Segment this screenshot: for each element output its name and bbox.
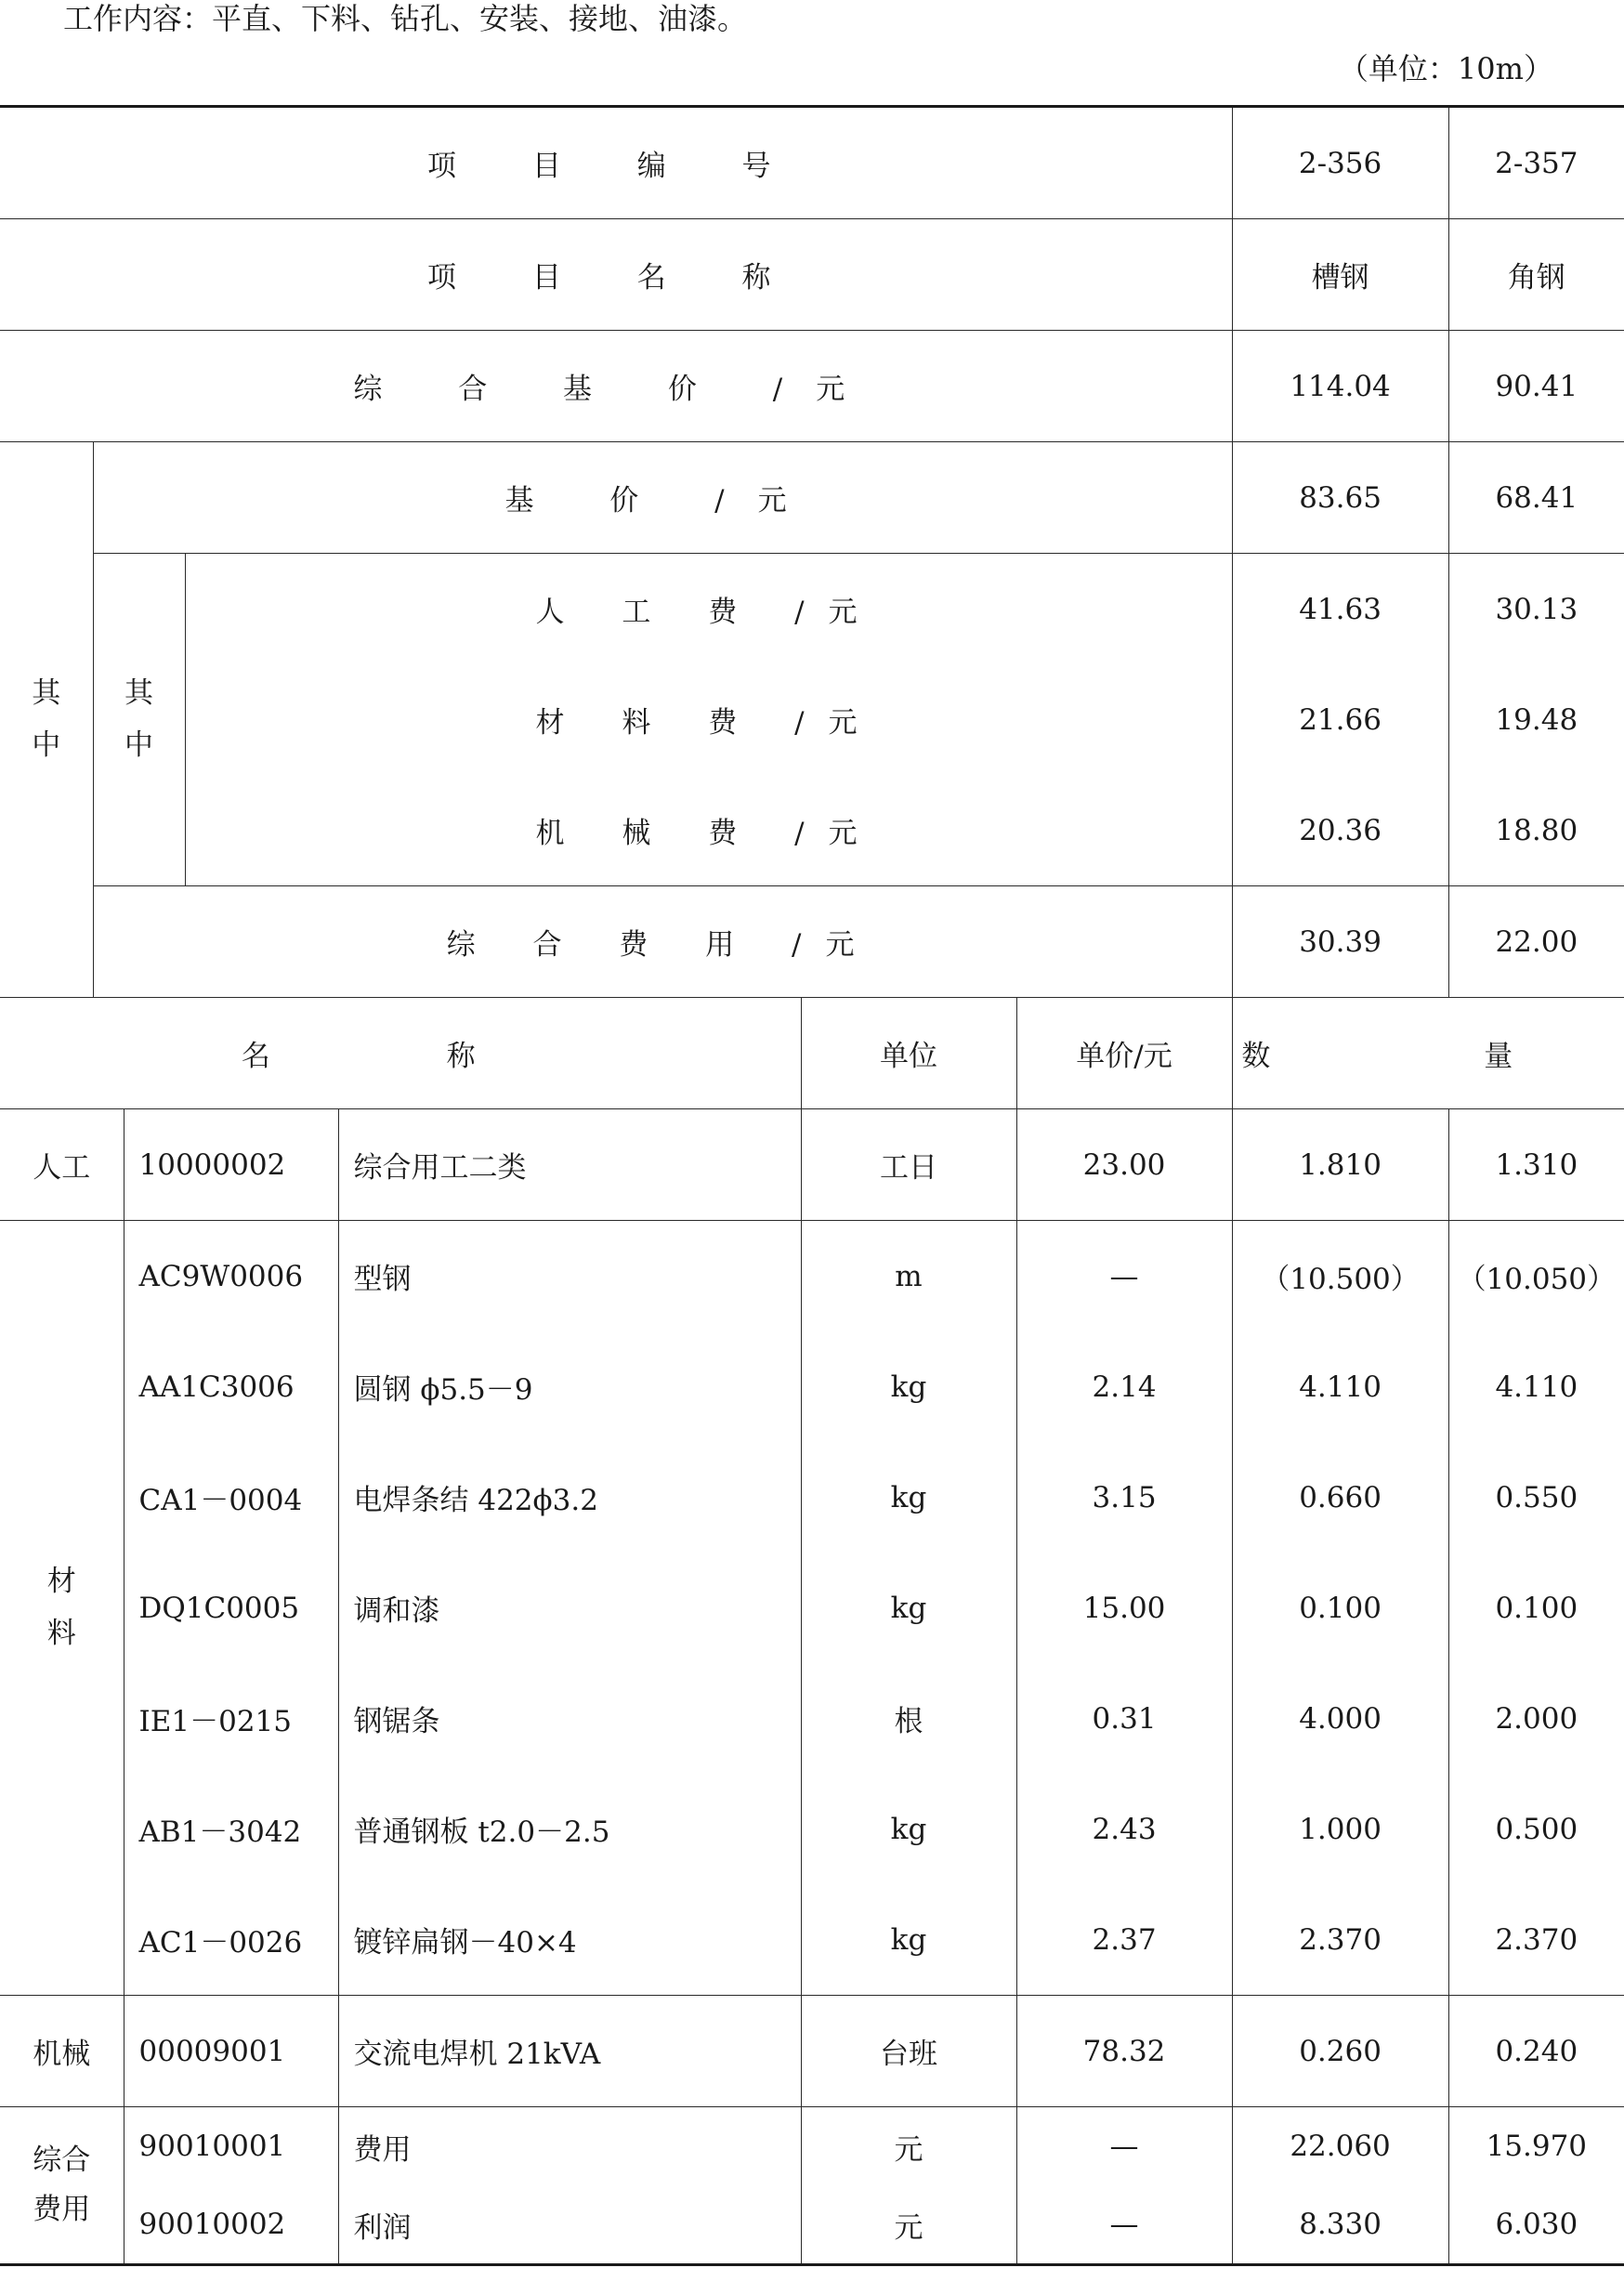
material-qty-2: 0.500 [1448,1774,1624,1884]
material-qty-1: 4.000 [1232,1663,1448,1774]
material-qty-1: 0.100 [1232,1553,1448,1663]
material-code: CA1－0004 [124,1442,338,1553]
material-fee-label: 材 料 费 /元 [185,664,1232,775]
overhead-code: 90010002 [124,2185,338,2265]
overhead-qty-1: 8.330 [1232,2185,1448,2265]
row-overhead-0 [0,2107,1624,2186]
overhead-fee-1: 30.39 [1232,886,1448,998]
machine-name: 交流电焊机 21kVA [338,1996,801,2107]
material-name: 调和漆 [338,1553,801,1663]
material-qty-2: 0.100 [1448,1553,1624,1663]
row-material-5 [0,1774,1624,1884]
base-price-2: 68.41 [1448,442,1624,554]
material-name: 普通钢板 t2.0－2.5 [338,1774,801,1884]
detail-name-header: 名 称 [0,998,801,1109]
machine-price: 78.32 [1016,1996,1232,2107]
row-material-1 [0,1331,1624,1442]
machine-fee-1: 20.36 [1232,775,1448,886]
material-price: 2.14 [1016,1331,1232,1442]
material-code: IE1－0215 [124,1663,338,1774]
row-material-6 [0,1884,1624,1996]
machine-unit: 台班 [801,1996,1016,2107]
material-code: AB1－3042 [124,1774,338,1884]
material-fee-2: 19.48 [1448,664,1624,775]
row-material-3 [0,1553,1624,1663]
material-price: 3.15 [1016,1442,1232,1553]
material-unit: kg [801,1442,1016,1553]
row-overhead-1 [0,2185,1624,2265]
base-price-label: 基 价 /元 [93,442,1232,554]
row-material-2 [0,1442,1624,1553]
overhead-qty-1: 22.060 [1232,2107,1448,2186]
row-item-name [0,219,1624,331]
machine-code: 00009001 [124,1996,338,2107]
overhead-qty-2: 6.030 [1448,2185,1624,2265]
row-labor-0 [0,1109,1624,1221]
material-unit: kg [801,1774,1016,1884]
group-material [0,1221,124,1996]
row-total-base [0,331,1624,442]
material-qty-2: （10.050） [1448,1221,1624,1332]
labor-qty-1: 1.810 [1232,1109,1448,1221]
labor-price: 23.00 [1016,1109,1232,1221]
row-machine-0 [0,1996,1624,2107]
detail-qty-header: 数 量 [1232,998,1624,1109]
material-qty-1: 1.000 [1232,1774,1448,1884]
material-name: 钢锯条 [338,1663,801,1774]
group-labor: 人工 [0,1109,124,1221]
material-qty-1: 4.110 [1232,1331,1448,1442]
labor-fee-label: 人 工 费 /元 [185,554,1232,665]
material-price: 2.43 [1016,1774,1232,1884]
overhead-code: 90010001 [124,2107,338,2186]
row-item-code [0,107,1624,219]
total-base-label: 综 合 基 价 /元 [0,331,1232,442]
row-material-fee [0,664,1624,775]
overhead-name: 利润 [338,2185,801,2265]
item-name-2: 角钢 [1448,219,1624,331]
material-fee-1: 21.66 [1232,664,1448,775]
unit-note: （单位：10m） [1338,51,1553,86]
total-base-1: 114.04 [1232,331,1448,442]
material-unit: m [801,1221,1016,1332]
qizhong-inner-text: 其 中 [124,675,153,762]
work-content: 工作内容：平直、下料、钻孔、安装、接地、油漆。 [63,1,748,36]
group-overhead-text: 综合 费用 [33,2143,91,2226]
material-qty-1: （10.500） [1232,1221,1448,1332]
item-code-1: 2-356 [1232,107,1448,219]
material-unit: kg [801,1553,1016,1663]
material-code: AA1C3006 [124,1331,338,1442]
labor-name: 综合用工二类 [338,1109,801,1221]
material-price: — [1016,1221,1232,1332]
item-code-2: 2-357 [1448,107,1624,219]
material-price: 0.31 [1016,1663,1232,1774]
machine-qty-1: 0.260 [1232,1996,1448,2107]
overhead-name: 费用 [338,2107,801,2186]
labor-fee-1: 41.63 [1232,554,1448,665]
material-qty-2: 2.000 [1448,1663,1624,1774]
row-overhead-fee [0,886,1624,998]
item-name-1: 槽钢 [1232,219,1448,331]
group-machine: 机械 [0,1996,124,2107]
row-machine-fee [0,775,1624,886]
material-price: 15.00 [1016,1553,1232,1663]
total-base-2: 90.41 [1448,331,1624,442]
material-qty-2: 4.110 [1448,1331,1624,1442]
group-overhead [0,2107,124,2265]
qizhong-outer-text: 其 中 [32,675,61,762]
material-unit: 根 [801,1663,1016,1774]
row-labor-fee [0,554,1624,665]
material-qty-2: 2.370 [1448,1884,1624,1996]
material-name: 圆钢 ϕ5.5－9 [338,1331,801,1442]
row-base-price [0,442,1624,554]
base-price-1: 83.65 [1232,442,1448,554]
material-name: 镀锌扁钢－40×4 [338,1884,801,1996]
material-code: AC1－0026 [124,1884,338,1996]
item-name-label: 项 目 名 称 [0,219,1232,331]
material-code: AC9W0006 [124,1221,338,1332]
overhead-price: — [1016,2185,1232,2265]
overhead-fee-label: 综 合 费 用 /元 [93,886,1232,998]
qizhong-inner [93,554,185,886]
overhead-price: — [1016,2107,1232,2186]
labor-fee-2: 30.13 [1448,554,1624,665]
overhead-unit: 元 [801,2185,1016,2265]
detail-price-header: 单价/元 [1016,998,1232,1109]
labor-qty-2: 1.310 [1448,1109,1624,1221]
overhead-qty-2: 15.970 [1448,2107,1624,2186]
machine-fee-2: 18.80 [1448,775,1624,886]
qizhong-outer [0,442,93,998]
material-code: DQ1C0005 [124,1553,338,1663]
material-qty-1: 0.660 [1232,1442,1448,1553]
detail-unit-header: 单位 [801,998,1016,1109]
overhead-fee-2: 22.00 [1448,886,1624,998]
machine-fee-label: 机 械 费 /元 [185,775,1232,886]
group-material-text: 材 料 [46,1564,76,1650]
material-unit: kg [801,1884,1016,1996]
quota-table [0,105,1624,2266]
material-unit: kg [801,1331,1016,1442]
material-qty-2: 0.550 [1448,1442,1624,1553]
material-name: 型钢 [338,1221,801,1332]
labor-code: 10000002 [124,1109,338,1221]
row-detail-header [0,998,1624,1109]
overhead-unit: 元 [801,2107,1016,2186]
machine-qty-2: 0.240 [1448,1996,1624,2107]
material-price: 2.37 [1016,1884,1232,1996]
row-material-0 [0,1221,1624,1332]
item-code-label: 项 目 编 号 [0,107,1232,219]
material-name: 电焊条结 422ϕ3.2 [338,1442,801,1553]
row-material-4 [0,1663,1624,1774]
labor-unit: 工日 [801,1109,1016,1221]
material-qty-1: 2.370 [1232,1884,1448,1996]
